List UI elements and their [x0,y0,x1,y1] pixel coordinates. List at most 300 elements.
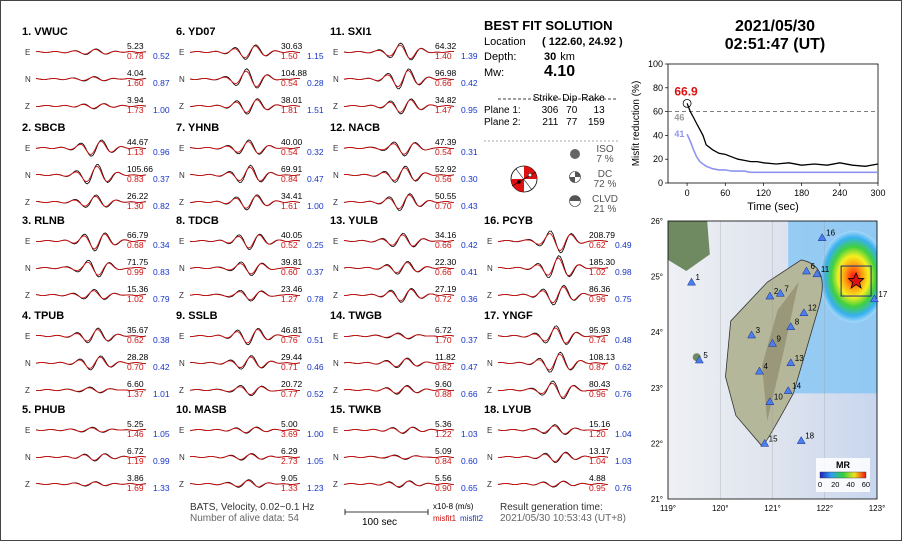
trace-misfit1: 1.47 [435,105,452,115]
x-axis-label: Time (sec) [747,201,799,213]
station-number: 5 [703,351,708,360]
component-label: E [333,332,339,341]
station-panel [22,122,170,211]
component-label: E [333,426,339,435]
trace-misfit2: 1.05 [307,456,324,466]
trace-misfit2: 0.95 [461,105,478,115]
trace-misfit1: 0.68 [127,240,144,250]
y-tick-label: 100 [647,59,663,69]
trace-misfit2: 0.76 [615,483,632,493]
map-lat-label: 25° [650,272,663,282]
plane2-label: Plane 2: [484,117,521,128]
trace-amplitude: 95.93 [589,325,611,335]
component-label: N [487,359,493,368]
station-panel [176,122,324,211]
trace-misfit1: 0.72 [435,294,452,304]
trace-misfit1: 0.84 [435,456,452,466]
best-fit-title: BEST FIT SOLUTION [484,18,613,33]
station-panel [176,310,324,399]
station-panel [176,404,324,493]
trace-amplitude: 34.41 [281,191,303,201]
misfit-plot-area [668,64,878,183]
trace-misfit1: 1.02 [589,267,606,277]
trace-misfit2: 1.23 [307,483,324,493]
station-number: 4 [763,362,768,372]
station-panel [330,215,478,304]
colorbar-tick: 40 [846,480,855,489]
trace-misfit2: 0.62 [615,362,632,372]
trace-misfit1: 1.73 [127,105,144,115]
trace-amplitude: 28.28 [127,352,149,362]
trace-amplitude: 64.32 [435,41,457,51]
trace-misfit2: 0.79 [153,294,170,304]
trace-misfit1: 0.84 [281,174,298,184]
trace-misfit1: 0.76 [281,335,298,345]
focal-mechanism-beachball [511,166,537,192]
component-label: N [25,453,31,462]
trace-misfit1: 1.40 [435,51,452,61]
trace-misfit1: 1.46 [127,429,144,439]
trace-amplitude: 6.72 [127,446,144,456]
map-lat-label: 26° [650,217,663,226]
station-label: 5. PHUB [22,404,66,416]
x-tick-label: 60 [720,188,731,198]
component-label: Z [333,102,338,111]
clvd-pct: 21 % [593,204,617,215]
t-axis [528,173,532,177]
station-number: 11 [820,264,830,274]
trace-misfit2: 0.32 [307,147,324,157]
station-panel [22,310,170,399]
trace-misfit2: 0.51 [307,335,324,345]
station-number: 17 [878,289,888,299]
plane1-label: Plane 1: [484,105,521,116]
trace-misfit2: 0.75 [615,294,632,304]
trace-misfit1: 1.50 [281,51,298,61]
footer-processing [190,502,314,524]
component-label: Z [25,102,30,111]
best-fit-panel [484,18,624,81]
station-label: 12. NACB [330,122,381,134]
location-value: ( 122.60, 24.92 ) [542,36,623,48]
trace-misfit2: 1.05 [153,429,170,439]
generation-label: Result generation time: [500,502,603,513]
trace-amplitude: 15.36 [127,284,149,294]
component-label: E [179,237,185,246]
component-label: Z [25,198,30,207]
trace-misfit2: 0.25 [307,240,324,250]
trace-misfit1: 0.66 [435,240,452,250]
trace-misfit2: 0.47 [307,174,324,184]
annotation-best: 66.9 [674,84,698,99]
trace-misfit2: 0.82 [153,201,170,211]
misfit-chart [631,59,886,213]
station-label: 16. PCYB [484,215,533,227]
component-label: E [333,237,339,246]
col-dip: Dip [562,93,578,104]
clvd-component [590,195,620,215]
component-label: Z [179,291,184,300]
station-label: 14. TWGB [330,310,382,322]
trace-misfit1: 0.54 [281,147,298,157]
trace-misfit1: 0.56 [435,174,452,184]
x-tick-label: 180 [794,188,810,198]
component-label: N [179,171,185,180]
component-label: E [487,237,493,246]
station-panel [22,404,170,493]
component-label: N [333,359,339,368]
component-label: N [25,75,31,84]
trace-amplitude: 47.39 [435,137,457,147]
station-panel [484,310,632,399]
component-label: N [179,75,185,84]
y-tick-label: 60 [652,106,663,117]
trace-misfit1: 1.13 [127,147,144,157]
component-label: Z [179,480,184,489]
plane2-strike: 211 [542,117,559,128]
component-label: Z [487,480,492,489]
footer-generation [500,502,626,524]
trace-amplitude: 5.09 [435,446,452,456]
location-label: Location [484,36,526,48]
x-tick-label: 300 [870,188,886,198]
focal-plane-table [484,93,609,129]
y-axis-label: Misfit reduction (%) [631,80,642,167]
station-panel [330,26,478,115]
component-label: E [25,332,31,341]
trace-amplitude: 3.86 [127,473,144,483]
colorbar-tick: 60 [861,480,871,489]
trace-misfit2: 0.38 [153,335,170,345]
plane2-rake: 159 [587,117,605,128]
station-label: 4. TPUB [22,310,65,322]
station-number: 6 [810,262,815,272]
station-panel [330,122,478,211]
legend-misfit2: misfit2 [460,514,484,523]
clvd-ball-icon [570,196,581,207]
map-lat-label: 23° [650,383,663,393]
trace-amplitude: 66.79 [127,230,149,240]
station-label: 8. TDCB [176,215,219,227]
map-lon-label: 121° [764,504,781,513]
station-label: 10. MASB [176,404,227,416]
component-label: E [25,144,31,153]
trace-misfit2: 1.39 [461,51,478,61]
map-lon-label: 123° [868,504,886,513]
trace-amplitude: 44.67 [127,137,149,147]
trace-misfit1: 0.54 [435,147,452,157]
trace-misfit2: 0.36 [461,294,478,304]
trace-misfit2: 0.47 [461,362,478,372]
trace-misfit2: 0.42 [461,78,478,88]
component-label: E [487,332,493,341]
component-label: N [25,171,31,180]
trace-misfit1: 0.52 [281,240,298,250]
station-number: 1 [695,273,700,283]
station-label: 17. YNGF [484,310,533,322]
component-label: Z [333,291,338,300]
trace-amplitude: 11.82 [435,352,456,362]
trace-misfit2: 1.03 [615,456,632,466]
station-panel [484,404,632,493]
colorbar-tick: 20 [831,480,840,489]
x-tick-label: 240 [832,188,848,198]
trace-misfit2: 0.99 [153,456,170,466]
trace-misfit1: 3.69 [281,429,298,439]
trace-amplitude: 6.72 [435,325,452,335]
component-label: E [179,48,185,57]
trace-misfit1: 0.70 [127,362,144,372]
trace-misfit1: 1.61 [281,201,298,211]
trace-amplitude: 5.36 [435,419,452,429]
trace-misfit1: 0.77 [281,389,298,399]
trace-misfit1: 0.82 [435,362,452,372]
component-label: Z [333,198,338,207]
trace-amplitude: 5.23 [127,41,144,51]
trace-misfit1: 0.99 [127,267,144,277]
trace-misfit2: 0.42 [461,240,478,250]
station-number: 7 [784,284,789,294]
map-lon-label: 122° [816,504,834,513]
trace-misfit2: 0.48 [615,335,632,345]
trace-misfit1: 0.87 [589,362,606,372]
station-number: 14 [792,381,802,391]
trace-amplitude: 104.88 [281,68,307,78]
component-label: Z [487,386,492,395]
station-label: 15. TWKB [330,404,382,416]
trace-misfit2: 0.83 [153,267,170,277]
trace-misfit1: 1.20 [589,429,606,439]
trace-amplitude: 96.98 [435,68,457,78]
component-label: N [179,359,185,368]
station-number: 9 [776,334,781,344]
component-label: E [25,426,31,435]
plane2-dip: 77 [566,117,578,128]
trace-misfit1: 1.60 [127,78,144,88]
p-axis [517,180,521,184]
trace-misfit1: 0.95 [589,483,606,493]
trace-misfit1: 1.02 [127,294,144,304]
trace-misfit2: 0.52 [307,389,324,399]
trace-misfit1: 0.71 [281,362,298,372]
trace-misfit2: 1.33 [153,483,170,493]
component-label: E [179,426,185,435]
trace-misfit2: 1.00 [153,105,170,115]
component-label: Z [179,386,184,395]
trace-misfit1: 2.73 [281,456,298,466]
colorbar [820,472,866,478]
station-panel [330,404,478,493]
component-label: Z [179,198,184,207]
trace-amplitude: 46.81 [281,325,303,335]
trace-amplitude: 38.01 [281,95,303,105]
station-label: 1. VWUC [22,26,68,38]
origin-time [680,18,870,54]
trace-misfit2: 0.49 [615,240,632,250]
station-number: 13 [794,353,804,363]
col-strike: Strike [532,93,559,104]
trace-misfit1: 1.30 [127,201,144,211]
trace-misfit2: 0.52 [153,51,170,61]
component-label: N [487,264,493,273]
trace-misfit1: 1.33 [281,483,298,493]
component-label: N [25,264,31,273]
component-label: N [179,453,185,462]
trace-amplitude: 86.36 [589,284,611,294]
trace-misfit1: 0.62 [589,240,606,250]
trace-amplitude: 52.92 [435,164,457,174]
trace-amplitude: 5.56 [435,473,452,483]
trace-misfit1: 0.66 [435,78,452,88]
trace-misfit1: 0.62 [127,335,144,345]
trace-misfit1: 0.83 [127,174,144,184]
origin-date: 2021/05/30 [734,18,816,35]
trace-misfit1: 1.81 [281,105,298,115]
trace-misfit2: 1.15 [307,51,324,61]
station-label: 3. RLNB [22,215,65,227]
trace-misfit2: 0.42 [153,362,170,372]
trace-amplitude: 40.00 [281,137,303,147]
trace-amplitude: 40.05 [281,230,303,240]
plane1-strike: 306 [541,105,559,116]
y-tick-label: 80 [652,82,663,93]
trace-misfit2: 0.37 [461,335,478,345]
station-label: 9. SSLB [176,310,218,322]
trace-misfit1: 1.37 [127,389,144,399]
trace-misfit2: 0.65 [461,483,478,493]
depth-unit: km [560,51,575,63]
trace-misfit2: 0.76 [615,389,632,399]
component-label: Z [25,480,30,489]
trace-amplitude: 4.04 [127,68,144,78]
trace-misfit2: 0.78 [307,294,324,304]
trace-misfit1: 0.70 [435,201,452,211]
trace-amplitude: 5.00 [281,419,298,429]
trace-misfit1: 1.69 [127,483,144,493]
trace-misfit1: 1.04 [589,456,606,466]
trace-amplitude: 13.17 [589,446,611,456]
component-label: E [487,426,493,435]
trace-misfit2: 0.41 [461,267,478,277]
dc-pct: 72 % [593,179,617,190]
trace-amplitude: 39.81 [281,257,303,267]
component-label: N [333,75,339,84]
trace-misfit2: 0.34 [153,240,170,250]
dc-component [592,170,618,190]
component-label: N [487,453,493,462]
map-lat-label: 22° [650,439,663,449]
station-number: 18 [805,431,815,441]
component-label: E [179,144,185,153]
trace-misfit2: 1.00 [307,201,324,211]
scale-bar-label: 100 sec [362,517,398,528]
trace-misfit1: 0.60 [281,267,298,277]
trace-misfit1: 0.88 [435,389,452,399]
trace-misfit1: 0.78 [127,51,144,61]
trace-amplitude: 9.05 [281,473,298,483]
trace-misfit2: 1.00 [307,429,324,439]
trace-misfit1: 0.90 [435,483,452,493]
station-panel [176,215,324,304]
component-label: E [333,144,339,153]
plane1-rake: 13 [593,105,605,116]
component-label: N [333,453,339,462]
iso-label: ISO [596,144,614,155]
station-panel [330,310,478,399]
component-label: Z [333,386,338,395]
generation-time: 2021/05/30 10:53:43 (UT+8) [500,513,626,524]
station-label: 13. YULB [330,215,379,227]
station-number: 12 [807,303,817,313]
trace-amplitude: 108.13 [589,352,615,362]
trace-amplitude: 4.88 [589,473,606,483]
map-lat-label: 21° [650,495,663,504]
annotation-low: 41 [674,129,685,140]
mw-label: Mw: [484,67,505,79]
trace-amplitude: 34.82 [435,95,457,105]
station-map [651,217,888,513]
trace-misfit1: 1.27 [281,294,298,304]
station-panel [22,215,170,304]
trace-misfit2: 1.01 [153,389,170,399]
component-label: Z [179,102,184,111]
station-label: 18. LYUB [484,404,532,416]
colorbar-tick: 0 [817,480,823,489]
station-number: 16 [826,228,836,238]
depth-value: 30 [544,51,557,63]
component-label: N [179,264,185,273]
station-number: 15 [768,434,778,444]
processing-info: BATS, Velocity, 0.02~0.1 Hz [190,502,315,513]
station-label: 7. YHNB [176,122,220,134]
component-label: Z [333,480,338,489]
amplitude-unit: x10-8 (m/s) [433,502,474,511]
trace-amplitude: 208.79 [589,230,615,240]
trace-misfit1: 1.19 [127,456,144,466]
trace-amplitude: 23.46 [281,284,303,294]
trace-amplitude: 69.91 [281,164,303,174]
trace-misfit1: 0.96 [589,294,606,304]
x-tick-label: 120 [755,188,771,198]
trace-amplitude: 30.63 [281,41,303,51]
trace-amplitude: 26.22 [127,191,149,201]
component-label: E [25,48,31,57]
trace-misfit2: 1.51 [307,105,324,115]
trace-misfit2: 0.28 [307,78,324,88]
trace-amplitude: 3.94 [127,95,144,105]
trace-amplitude: 105.66 [127,164,153,174]
station-label: 11. SXI1 [330,26,372,38]
trace-misfit2: 1.03 [461,429,478,439]
trace-amplitude: 6.60 [127,379,144,389]
alive-count: Number of alive data: 54 [190,513,299,524]
y-tick-label: 40 [652,130,663,141]
component-label: Z [25,291,30,300]
component-label: Z [25,386,30,395]
trace-amplitude: 22.30 [435,257,457,267]
y-tick-label: 0 [657,178,663,188]
dc-label: DC [597,169,613,180]
trace-amplitude: 6.29 [281,446,298,456]
trace-misfit1: 0.96 [589,389,606,399]
trace-amplitude: 71.75 [127,257,149,267]
component-label: N [333,264,339,273]
trace-misfit2: 0.66 [461,389,478,399]
station-number: 10 [773,392,783,402]
map-lon-label: 119° [660,504,676,513]
trace-amplitude: 9.60 [435,379,452,389]
trace-amplitude: 34.16 [435,230,457,240]
